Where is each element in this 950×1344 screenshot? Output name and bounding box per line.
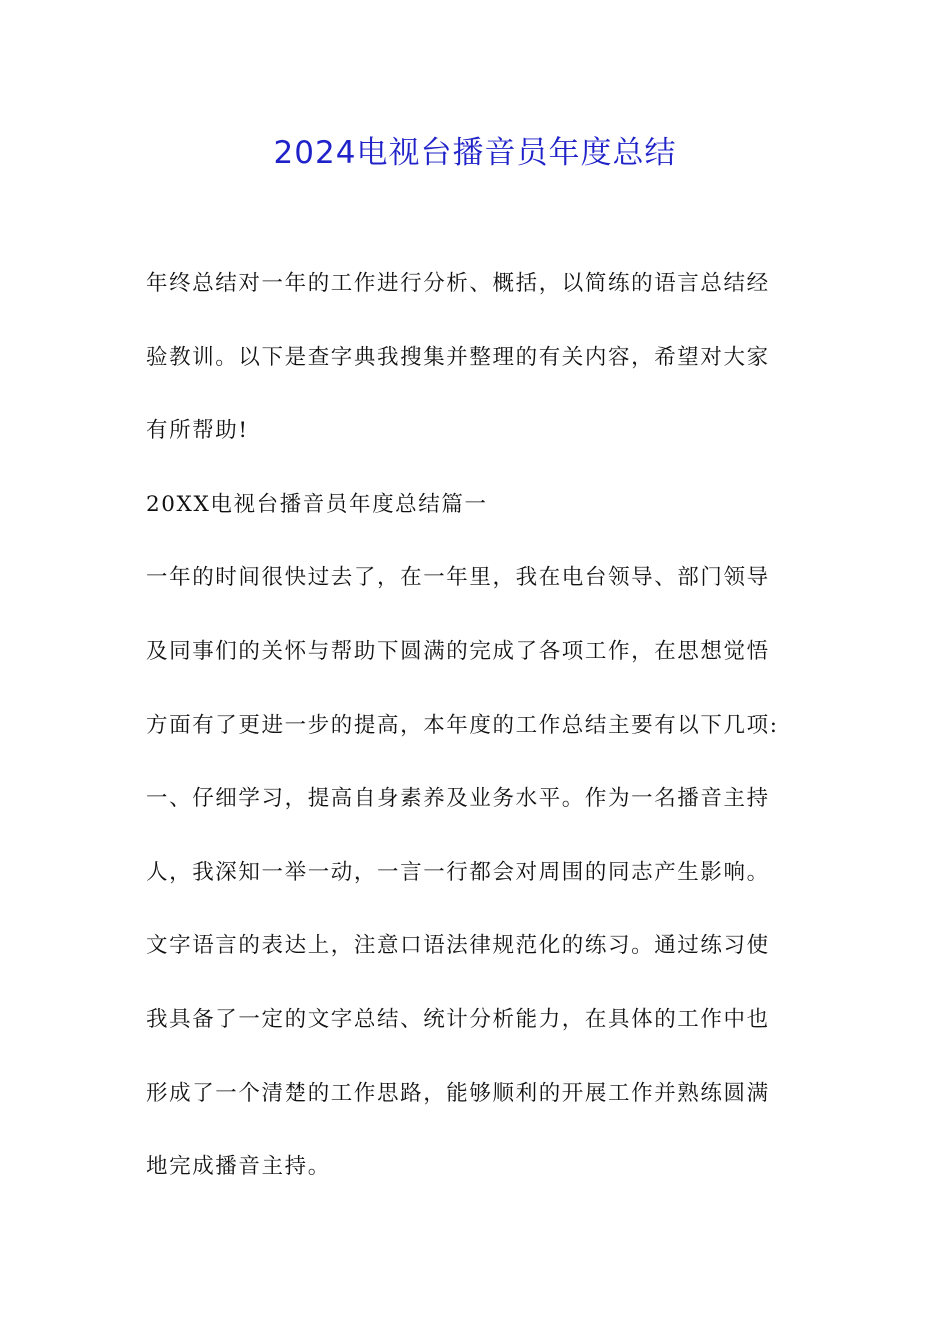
text-line: 形成了一个清楚的工作思路，能够顺利的开展工作并熟练圆满 xyxy=(146,1080,770,1106)
document-body xyxy=(146,263,806,1220)
text-line: 一年的时间很快过去了，在一年里，我在电台领导、部门领导 xyxy=(146,565,770,591)
text-line: 一、仔细学习，提高自身素养及业务水平。作为一名播音主持 xyxy=(146,786,770,812)
section-heading: 20XX电视台播音员年度总结篇一 xyxy=(146,491,488,517)
text-line: 年终总结对一年的工作进行分析、概括，以简练的语言总结经 xyxy=(146,271,770,296)
text-line: 方面有了更进一步的提高，本年度的工作总结主要有以下几项: xyxy=(146,712,779,738)
text-line: 地完成播音主持。 xyxy=(146,1154,331,1180)
document-title: 2024电视台播音员年度总结 xyxy=(273,135,677,171)
text-line: 验教训。以下是查字典我搜集并整理的有关内容，希望对大家 xyxy=(146,344,770,370)
text-line: 有所帮助! xyxy=(146,418,249,444)
text-line: 文字语言的表达上，注意口语法律规范化的练习。通过练习使 xyxy=(146,933,770,959)
text-line: 人，我深知一举一动，一言一行都会对周围的同志产生影响。 xyxy=(146,859,770,885)
text-line: 我具备了一定的文字总结、统计分析能力，在具体的工作中也 xyxy=(146,1006,770,1032)
text-line: 及同事们的关怀与帮助下圆满的完成了各项工作，在思想觉悟 xyxy=(146,638,770,664)
